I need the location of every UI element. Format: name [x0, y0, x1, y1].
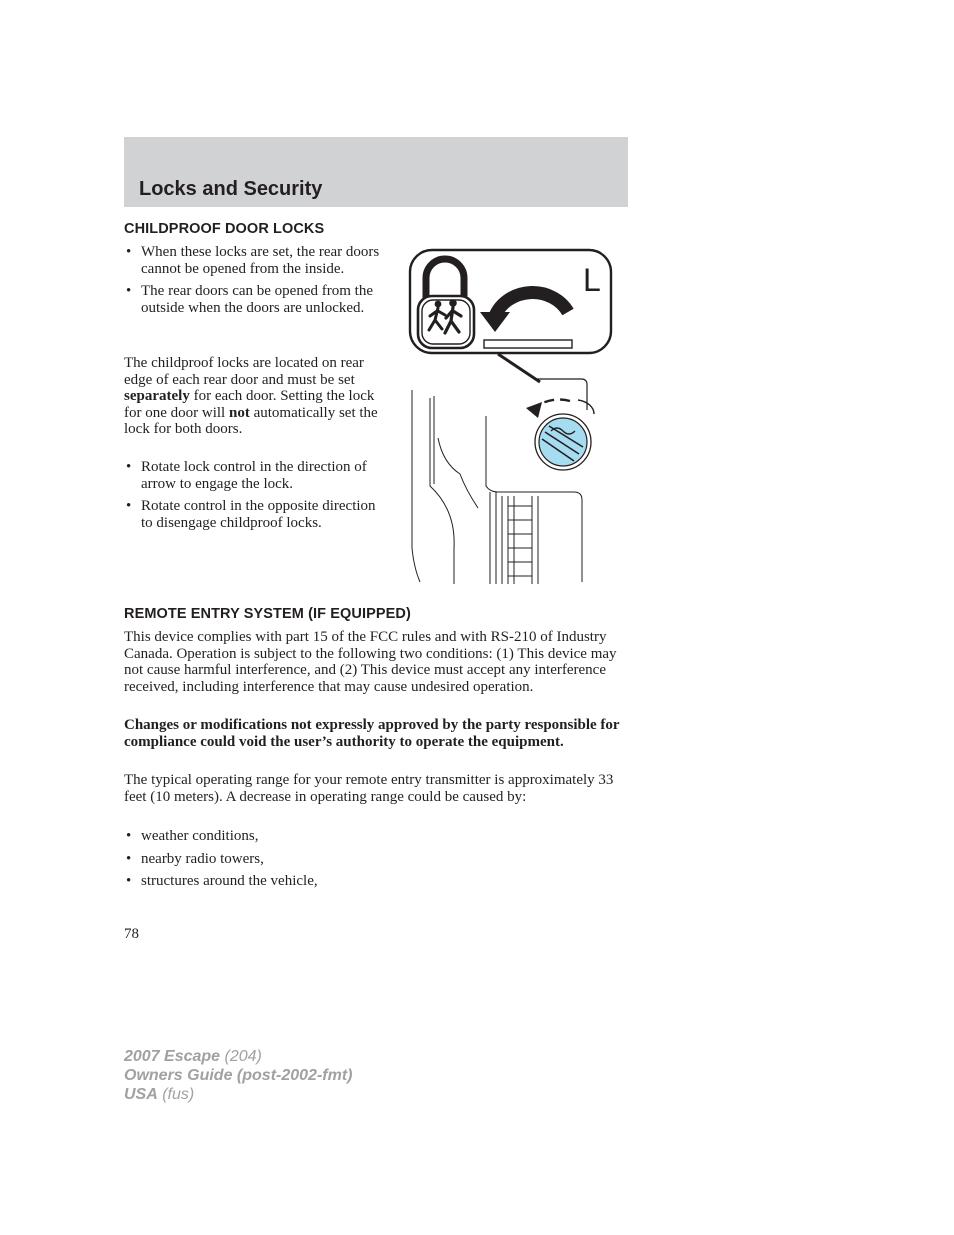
footer-model: 2007 Escape: [124, 1048, 221, 1065]
footer-model-code: (204): [220, 1048, 262, 1065]
list-item: • Rotate lock control in the direction of arrow to engage the lock.: [124, 459, 380, 492]
childproof-heading: CHILDPROOF DOOR LOCKS: [124, 221, 325, 237]
document-footer: [124, 1047, 352, 1104]
remote-entry-heading: REMOTE ENTRY SYSTEM (IF EQUIPPED): [124, 606, 411, 622]
childproof-bullets-top: [124, 244, 382, 316]
list-item: • The rear doors can be opened from the outside when the doors are unlocked.: [124, 283, 382, 316]
list-item: • structures around the vehicle,: [124, 873, 628, 890]
range-paragraph: The typical operating range for your remote entry transmitter is approximately 33 feet (10 meters). A decrease in operating range could be caused by:: [124, 772, 614, 805]
text-run: automatically set the lock for both doors.: [124, 404, 378, 438]
footer-market-code: (fus): [157, 1086, 195, 1103]
list-item: • weather conditions,: [124, 828, 628, 845]
fcc-paragraph: This device complies with part 15 of the FCC rules and with RS-210 of Industry Canada. Operation is subject to the following two conditions: (1) This device may not cause harmful interference, and (2) This device must accept any interference received, including interference that may cause undesired operation.: [124, 629, 617, 695]
lock-knob-icon: [535, 414, 591, 470]
list-item: • When these locks are set, the rear doors cannot be opened from the inside.: [124, 244, 382, 277]
footer-line-1: [124, 1047, 352, 1066]
page-number: 78: [124, 926, 139, 942]
section-header-band: [124, 137, 628, 207]
childproof-paragraph: [124, 355, 380, 438]
childproof-bullets-bottom: [124, 459, 380, 531]
footer-line-2: Owners Guide (post-2002-fmt): [124, 1067, 353, 1084]
emphasis-separately: separately: [124, 388, 190, 405]
childproof-lock-illustration: [408, 248, 618, 584]
footer-line-3: [124, 1085, 352, 1104]
emphasis-not: not: [228, 404, 250, 421]
text-run: for each door. Setting the lock for one door will: [124, 388, 375, 421]
section-title: Locks and Security: [139, 178, 323, 200]
warning-paragraph: Changes or modifications not expressly approved by the party responsible for compliance could void the user’s authority to operate the equipment.: [124, 717, 620, 750]
footer-market: USA: [124, 1086, 158, 1103]
lock-letter: L: [583, 262, 601, 298]
list-item: • nearby radio towers,: [124, 851, 628, 868]
text-run: The childproof locks are located on rear edge of each rear door and must be set: [124, 355, 364, 388]
range-factors-list: [124, 828, 628, 890]
list-item: • Rotate control in the opposite direction to disengage childproof locks.: [124, 498, 380, 531]
